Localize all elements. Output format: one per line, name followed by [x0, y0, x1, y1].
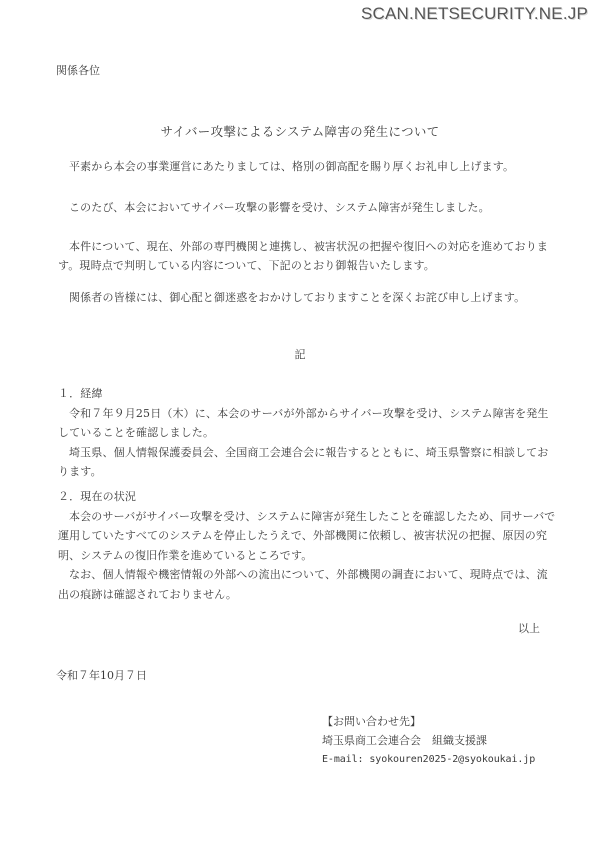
contact-label: 【お問い合わせ先】: [322, 715, 421, 728]
contact-email: E-mail: syokouren2025-2@syokoukai.jp: [322, 754, 536, 765]
document-date: 令和７年10月７日: [56, 669, 147, 682]
document-title: サイバー攻撃によるシステム障害の発生について: [160, 124, 440, 139]
section-background: [58, 384, 558, 482]
section-heading: １．経緯: [58, 387, 103, 400]
paragraph-incident: このたび、本会においてサイバー攻撃の影響を受け、システム障害が発生しました。: [69, 201, 490, 214]
closing-mark: 以上: [518, 622, 540, 635]
contact-block: [322, 712, 535, 769]
paragraph-greeting: 平素から本会の事業運営にあたりましては、格別の御高配を賜り厚くお礼申し上げます。: [69, 160, 515, 173]
section-body: 本会のサーバがサイバー攻撃を受け、システムに障害が発生したことを確認したため、同サーバで運用していたすべてのシステムを停止したうえで、外部機関に依頼し、被害状況の把握、原因の究明、システムの復旧作業を進めているところです。: [58, 509, 556, 562]
section-current-status: [58, 487, 558, 604]
ki-marker: 記: [294, 348, 306, 361]
addressee: 関係各位: [56, 64, 100, 77]
contact-organization: 埼玉県商工会連合会 組織支援課: [322, 734, 487, 747]
section-heading: ２．現在の状況: [58, 490, 137, 503]
paragraph-apology: 関係者の皆様には、御心配と御迷惑をおかけしておりますことを深くお詫び申し上げます。: [69, 291, 526, 304]
watermark: SCAN.NETSECURITY.NE.JP: [360, 4, 588, 23]
section-body: 埼玉県、個人情報保護委員会、全国商工会連合会に報告するとともに、埼玉県警察に相談しております。: [58, 445, 549, 478]
section-body: 令和７年９月25日（木）に、本会のサーバが外部からサイバー攻撃を受け、システム障害を発生していることを確認しました。: [58, 406, 549, 439]
section-body: なお、個人情報や機密情報の外部への流出について、外部機関の調査において、現時点では、流出の痕跡は確認されておりません。: [58, 568, 548, 601]
paragraph-response: 本件について、現在、外部の専門機関と連携し、被害状況の把握や復旧への対応を進めております。現時点で判明している内容について、下記のとおり御報告いたします。: [58, 240, 549, 272]
